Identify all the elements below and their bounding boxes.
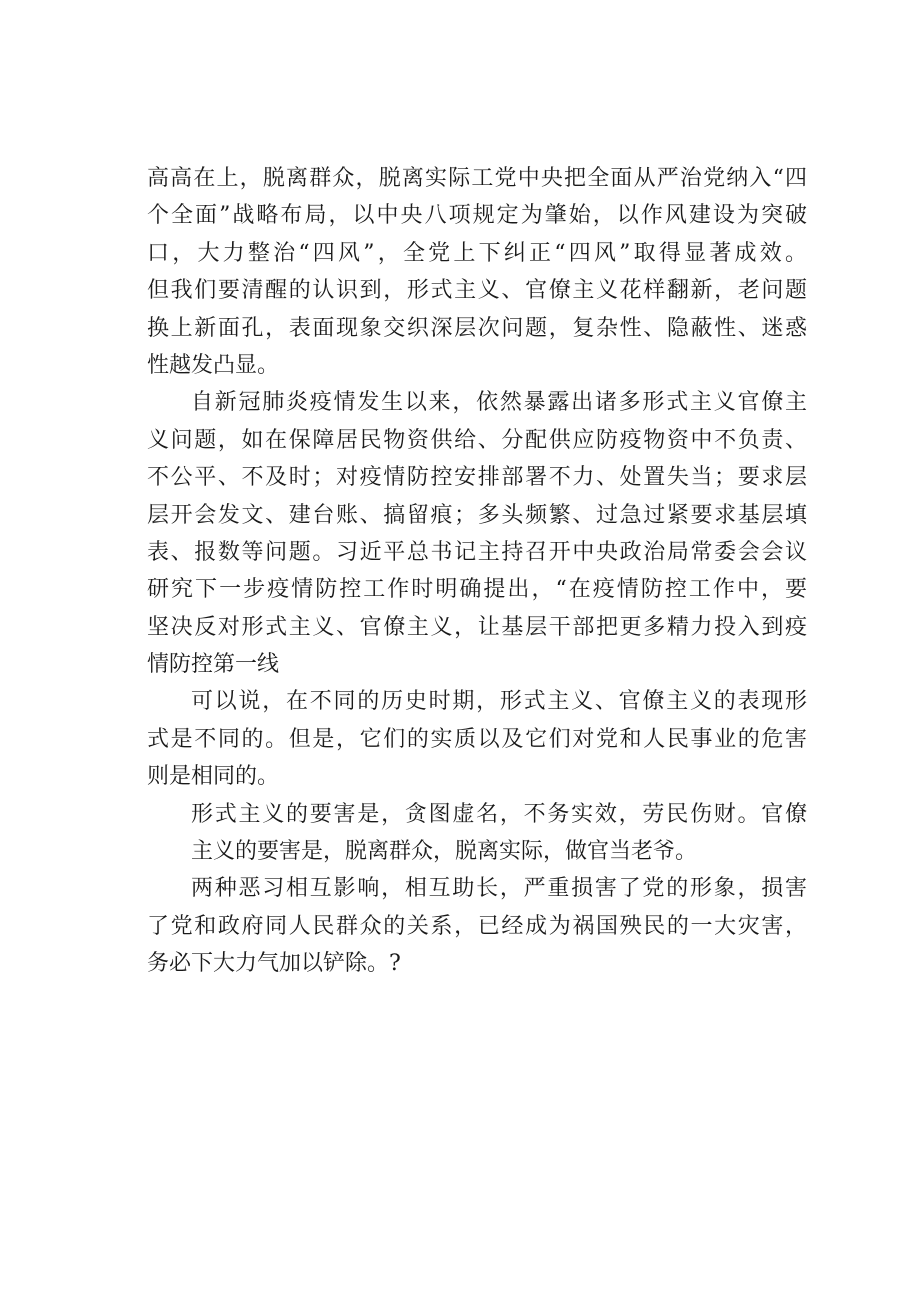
text-line: 了党和政府同人民群众的关系，已经成为祸国殃民的一大灾害，: [147, 913, 807, 939]
text-line: 不公平、不及时；对疫情防控安排部署不力、处置失当；要求层: [147, 465, 807, 491]
text-line: 务必下大力气加以铲除。?: [147, 951, 401, 977]
paragraph: [147, 160, 807, 384]
text-line: 表、报数等问题。习近平总书记主持召开中央政治局常委会会议: [147, 539, 807, 565]
text-line: 主义的要害是，脱离群众，脱离实际，做官当老爷。: [191, 839, 698, 865]
text-line: 研究下一步疫情防控工作时明确提出，“在疫情防控工作中，要: [147, 577, 807, 603]
text-line: 坚决反对形式主义、官僚主义，让基层干部把更多精力投入到疫: [147, 614, 807, 640]
text-line: 则是相同的。: [147, 764, 280, 790]
text-line: 式是不同的。但是，它们的实质以及它们对党和人民事业的危害: [147, 726, 807, 752]
text-line: 但我们要清醒的认识到，形式主义、官僚主义花样翻新，老问题: [147, 278, 807, 304]
text-line: 口，大力整治“四风”，全党上下纠正“四风”取得显著成效。: [147, 240, 807, 266]
paragraph: [147, 796, 807, 871]
text-line: 高高在上，脱离群众，脱离实际工党中央把全面从严治党纳入“四: [147, 166, 807, 191]
text-line: 性越发凸显。: [147, 352, 280, 378]
text-line: 义问题，如在保障居民物资供给、分配供应防疫物资中不负责、: [147, 427, 807, 453]
paragraph: [147, 870, 807, 982]
text-line: 个全面”战略布局，以中央八项规定为肇始，以作风建设为突破: [147, 203, 807, 229]
document-body: [147, 160, 807, 983]
paragraph: [147, 384, 807, 683]
text-line: 换上新面孔，表面现象交织深层次问题，复杂性、隐蔽性、迷惑: [147, 315, 807, 341]
text-line: 形式主义的要害是，贪图虚名，不务实效，劳民伤财。官僚: [191, 801, 807, 827]
text-line: 层开会发文、建台账、搞留痕；多头频繁、过急过紧要求基层填: [147, 502, 807, 528]
paragraph: [147, 683, 807, 795]
text-line: 情防控第一线: [147, 652, 280, 678]
text-line: 可以说，在不同的历史时期，形式主义、官僚主义的表现形: [191, 689, 807, 715]
text-line: 两种恶习相互影响，相互助长，严重损害了党的形象，损害: [191, 876, 807, 902]
text-line: 自新冠肺炎疫情发生以来，依然暴露出诸多形式主义官僚主: [191, 390, 807, 416]
